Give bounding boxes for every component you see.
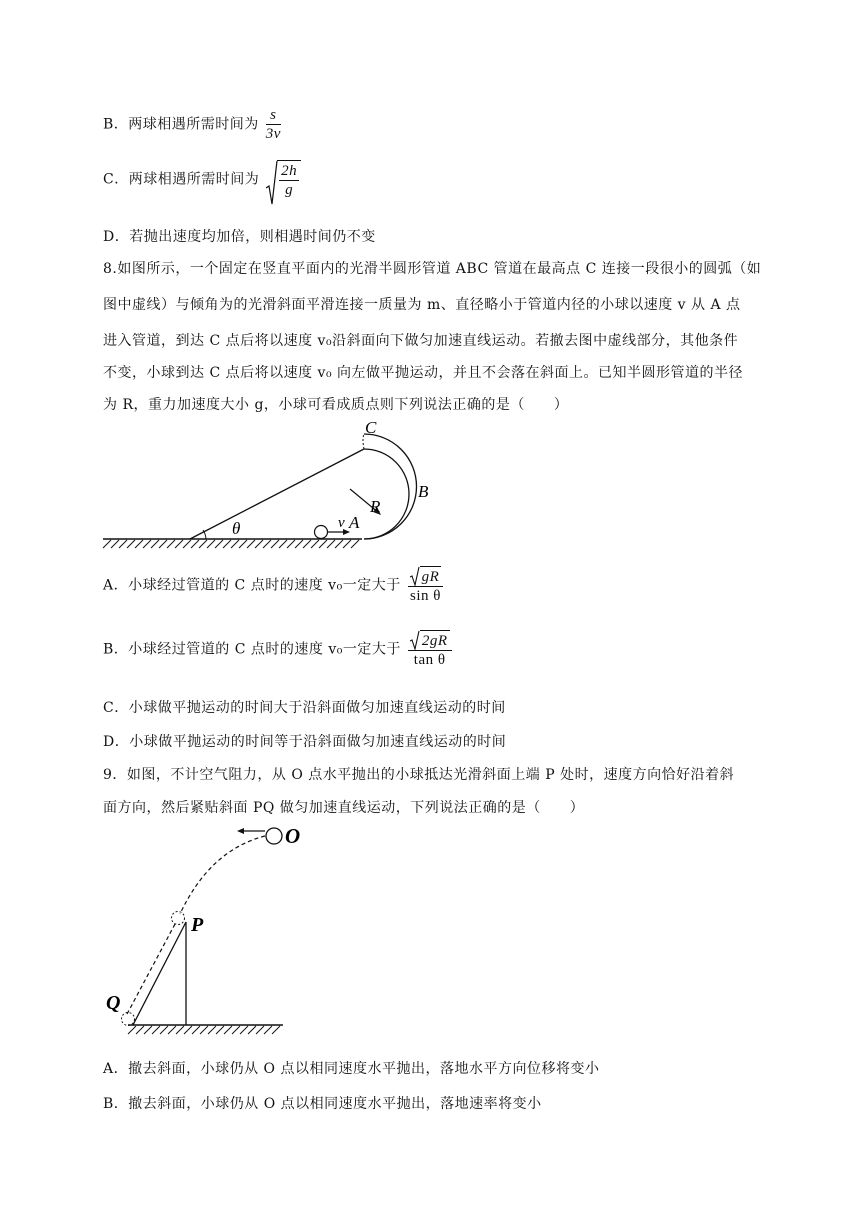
q9-incline-projectile-figure [100, 820, 300, 1050]
q7-option-c [103, 160, 301, 199]
ground-hatching [103, 540, 359, 548]
q7-option-b [103, 106, 281, 143]
radical-sign-icon [410, 630, 420, 650]
fraction-denominator: sin θ [410, 588, 441, 604]
radius-r-label: R [370, 497, 381, 516]
q9-stem-line-1: 9．如图，不计空气阻力，从 O 点水平抛出的小球抵达光滑斜面上端 P 处时，速度方向恰好沿着斜 [103, 767, 735, 783]
initial-velocity-arrow-icon [237, 828, 244, 834]
q8-stem-line-1: 8.如图所示，一个固定在竖直平面内的光滑半圆形管道 ABC 管道在最高点 C 连接一段很小的圆弧（如 [103, 261, 762, 277]
radical-sign-icon [410, 566, 420, 586]
ball-path-along-slope [126, 924, 175, 1016]
q8-option-b [103, 630, 452, 669]
sqrt-expression [266, 160, 301, 199]
q8-option-a-fraction [408, 566, 444, 605]
projectile-trajectory [180, 836, 265, 914]
ball-at-o-icon [266, 828, 282, 844]
ball-at-p-icon [172, 912, 185, 925]
fraction-denominator: g [285, 182, 294, 198]
point-a-label: A [349, 513, 360, 532]
radical-sign-icon [266, 160, 278, 206]
fraction-denominator: tan θ [413, 652, 446, 668]
theta-label: θ [232, 519, 241, 538]
q9-option-a: A．撤去斜面，小球仍从 O 点以相同速度水平抛出，落地水平方向位移将变小 [103, 1061, 600, 1077]
q8-pipe-incline-figure [100, 415, 440, 555]
fraction-numerator: s [266, 106, 281, 125]
fraction-denominator: 3v [265, 126, 281, 142]
q7-option-b-text: B．两球相遇所需时间为 [103, 116, 259, 133]
q8-stem-line-4: 不变，小球到达 C 点后将以速度 v₀ 向左做平抛运动，并且不会落在斜面上。已知半圆形管道的半径 [103, 365, 744, 381]
fraction-numerator: 2gR [420, 630, 450, 650]
q8-stem-line-3: 进入管道，到达 C 点后将以速度 v₀沿斜面向下做匀加速直线运动。若撤去图中虚线部分，其他条件 [103, 333, 739, 349]
sqrt-expression [410, 630, 450, 650]
pipe-inner-arc [364, 449, 409, 539]
q8-option-a-text: A．小球经过管道的 C 点时的速度 v₀一定大于 [103, 577, 401, 594]
incline-slope-pq [133, 922, 186, 1025]
point-c-label: C [365, 418, 377, 437]
q8-stem-line-5: 为 R，重力加速度大小 g，小球可看成质点则下列说法正确的是（ ） [103, 397, 569, 413]
velocity-v-label: v [338, 515, 345, 531]
q7-option-d: D．若抛出速度均加倍，则相遇时间仍不变 [103, 229, 376, 245]
q9-stem-line-2: 面方向，然后紧贴斜面 PQ 做匀加速直线运动，下列说法正确的是（ ） [103, 800, 585, 816]
ball-icon [315, 526, 328, 539]
q8-option-c: C．小球做平抛运动的时间大于沿斜面做匀加速直线运动的时间 [103, 700, 506, 716]
fraction-numerator: 2h [281, 163, 298, 179]
ground-hatching [128, 1026, 280, 1034]
q7-option-b-fraction [266, 106, 281, 143]
q7-option-c-text: C．两球相遇所需时间为 [103, 171, 260, 188]
point-b-label: B [418, 482, 429, 501]
q9-option-b: B．撤去斜面，小球仍从 O 点以相同速度水平抛出，落地速率将变小 [103, 1096, 542, 1112]
q8-stem-line-2: 图中虚线）与倾角为的光滑斜面平滑连接一质量为 m、直径略小于管道内径的小球以速度 v 从 A 点 [103, 297, 741, 313]
point-o-label: O [285, 824, 300, 848]
fraction-numerator: gR [420, 566, 442, 586]
q8-option-b-text: B．小球经过管道的 C 点时的速度 v₀一定大于 [103, 641, 401, 658]
point-q-label: Q [106, 992, 121, 1014]
sqrt-expression [410, 566, 442, 586]
point-p-label: P [191, 914, 204, 936]
ball-at-q-icon [122, 1013, 135, 1026]
q8-option-b-fraction [408, 630, 452, 669]
q8-option-a [103, 566, 443, 605]
q8-option-d: D．小球做平抛运动的时间等于沿斜面做匀加速直线运动的时间 [103, 734, 507, 750]
small-connecting-arc [363, 434, 364, 449]
